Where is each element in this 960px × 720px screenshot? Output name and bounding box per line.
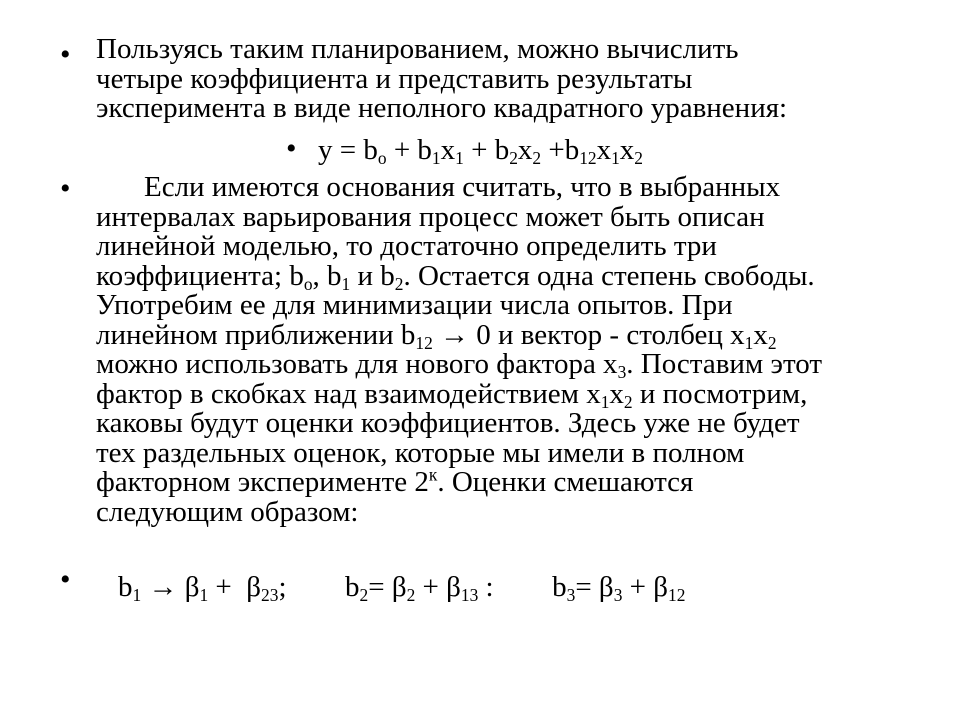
regression-equation: $y = b_o + b_1x_1 + b_2x_2 +b_{12}x_1x_2$ — [318, 134, 643, 169]
text-line: линейной моделью, то достаточно определить три — [96, 230, 717, 262]
text-line: эксперимента в виде неполного квадратного уравнения: — [96, 92, 788, 124]
confounding-equations: $b_1 \to \beta_1 + \beta_{23}$; $b_2= \beta_2 + \beta_{13}$ : $b_3= \beta_3 + \beta_{12}$ — [118, 571, 686, 606]
bullet-1: • — [60, 38, 71, 71]
text-line: Употребим ее для минимизации числа опытов. При — [96, 289, 733, 321]
text-line: факторном эксперименте $2^к$. Оценки смешаются — [96, 464, 694, 498]
paragraph-intro — [96, 35, 936, 124]
text-line: можно использовать для нового фактора $x_3$. Поставим этот — [96, 348, 823, 383]
bullet-3: • — [60, 172, 71, 205]
text-line: интервалах варьирования процесс может быть описан — [96, 200, 765, 233]
text-line: линейном приближении $b_{12} \to 0$ и вектор - столбец $x_1x_2$ — [96, 318, 777, 353]
text-line: каковы будут оценки коэффициентов. Здесь уже не будет — [96, 407, 800, 439]
text-line: коэффициента; $b_o$, $b_1$ и $b_2$. Остается одна степень свободы. — [96, 259, 815, 294]
text-line: тех раздельных оценок, которые мы имели в полном — [96, 436, 745, 469]
paragraph-linear-model — [96, 173, 936, 527]
text-line: Пользуясь таким планированием, можно вычислить — [96, 33, 739, 65]
text-line: следующим образом: — [96, 495, 359, 528]
text-line: фактор в скобках над взаимодействием $x_1x_2$ и посмотрим, — [96, 377, 808, 412]
bullet-2: • — [286, 132, 297, 165]
bullet-4: • — [60, 563, 71, 596]
text-line: четыре коэффициента и представить результаты — [96, 62, 693, 95]
text-line: Если имеются основания считать, что в выбранных — [144, 171, 781, 203]
